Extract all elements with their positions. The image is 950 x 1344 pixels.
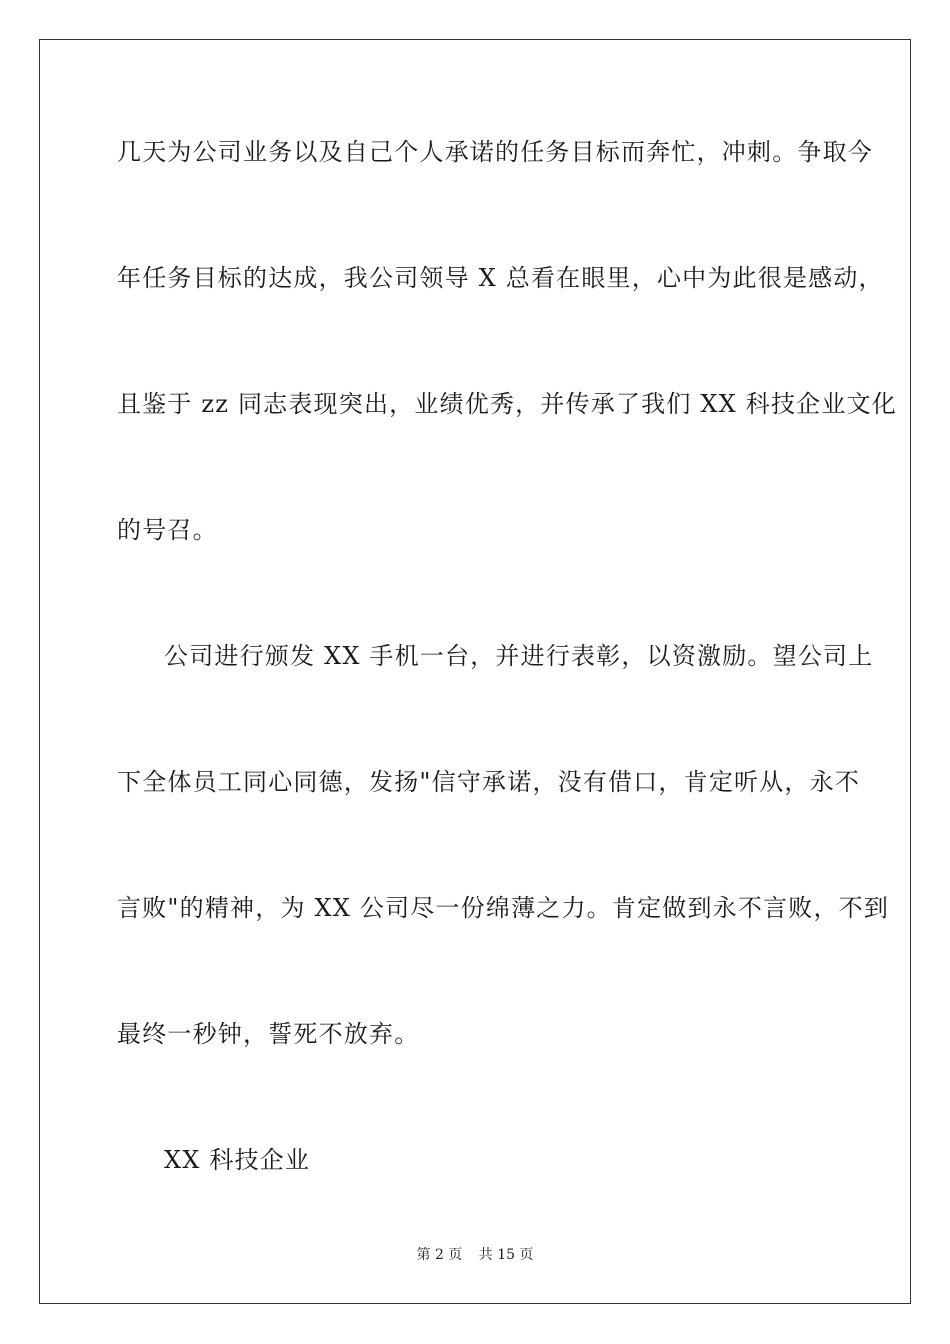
body-line-6: 下全体员工同心同德，发扬"信守承诺，没有借口，肯定听从，永不 [117,768,861,796]
body-line-5: 公司进行颁发 XX 手机一台，并进行表彰，以资激励。望公司上 [164,642,874,670]
body-line-4: 的号召。 [117,516,218,544]
body-line-7: 言败"的精神，为 XX 公司尽一份绵薄之力。肯定做到永不言败，不到 [117,894,890,922]
page-footer [0,1246,950,1264]
page-number: 第 2 页 [416,1247,463,1263]
body-line-3: 且鉴于 zz 同志表现突出，业绩优秀，并传承了我们 XX 科技企业文化 [117,390,897,418]
signature-company: XX 科技企业 [164,1146,311,1174]
page-border [39,39,911,1304]
body-line-2: 年任务目标的达成，我公司领导 X 总看在眼里，心中为此很是感动， [117,264,884,292]
body-line-1: 几天为公司业务以及自己个人承诺的任务目标而奔忙，冲刺。争取今 [117,138,873,166]
page-total: 共 15 页 [478,1247,534,1263]
body-line-8: 最终一秒钟，誓死不放弃。 [117,1020,420,1048]
